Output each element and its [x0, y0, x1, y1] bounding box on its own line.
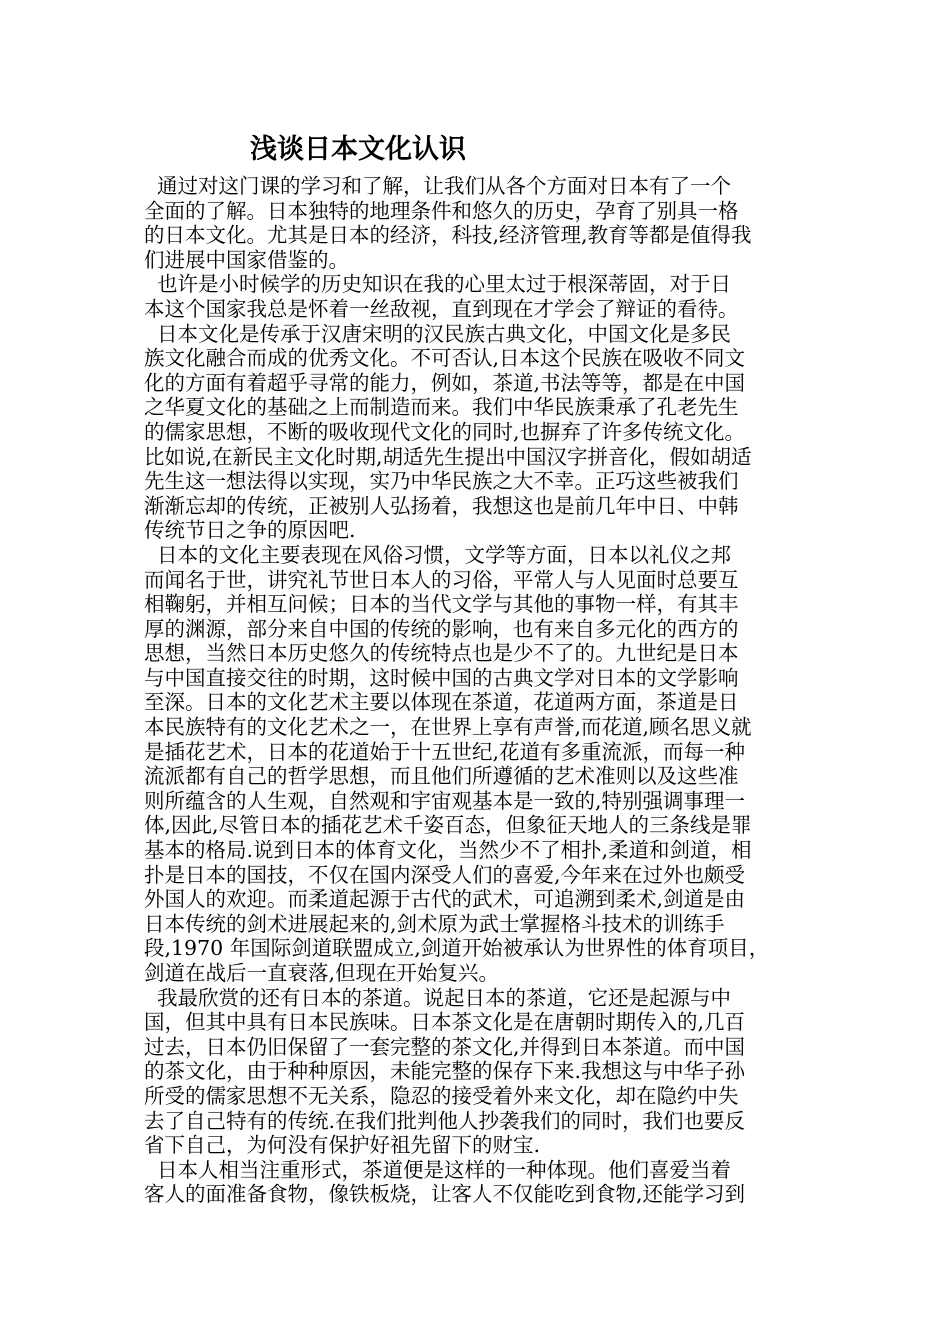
text-line: 体,因此,尽管日本的插花艺术千姿百态，但象征天地人的三条线是罪: [144, 813, 752, 838]
text-line: 化的方面有着超乎寻常的能力，例如，茶道,书法等等，都是在中国: [144, 370, 746, 395]
text-line: 厚的渊源，部分来自中国的传统的影响，也有来自多元化的西方的: [144, 616, 739, 641]
text-line: 段,1970 年国际剑道联盟成立,剑道开始被承认为世界性的体育项目，: [144, 936, 770, 961]
text-line: 本这个国家我总是怀着一丝敌视，直到现在才学会了辩证的看待。: [144, 296, 739, 321]
text-line: 先生这一想法得以实现，实乃中华民族之大不幸。正巧这些被我们: [144, 469, 739, 494]
text-line: 所受的儒家思想不无关系，隐忍的接受着外来文化，却在隐约中失: [144, 1083, 739, 1108]
document-title: 浅谈日本文化认识: [250, 134, 466, 165]
text-line: 客人的面准备食物，像铁板烧，让客人不仅能吃到食物,还能学习到: [144, 1182, 746, 1207]
text-line: 流派都有自己的哲学思想，而且他们所遵循的艺术准则以及这些准: [144, 764, 739, 789]
text-line: 日本的文化主要表现在风俗习惯，文学等方面，日本以礼仪之邦: [144, 542, 732, 567]
text-line: 的日本文化。尤其是日本的经济，科技,经济管理,教育等都是值得我: [144, 223, 752, 248]
text-line: 通过对这门课的学习和了解，让我们从各个方面对日本有了一个: [144, 174, 732, 198]
text-line: 全面的了解。日本独特的地理条件和悠久的历史，孕育了别具一格: [144, 198, 739, 223]
text-line: 至深。日本的文化艺术主要以体现在茶道，花道两方面，茶道是日: [144, 690, 739, 715]
document-body: [144, 174, 824, 1207]
text-line: 而闻名于世，讲究礼节世日本人的习俗，平常人与人见面时总要互: [144, 567, 739, 592]
text-line: 们进展中国家借鉴的。: [144, 247, 349, 272]
text-line: 基本的格局.说到日本的体育文化，当然少不了相扑,柔道和剑道，相: [144, 838, 752, 863]
text-line: 也许是小时候学的历史知识在我的心里太过于根深蒂固，对于日: [144, 272, 732, 297]
text-line: 的茶文化，由于种种原因，未能完整的保存下来.我想这与中华子孙: [144, 1059, 746, 1084]
text-line: 外国人的欢迎。而柔道起源于古代的武术，可追溯到柔术,剑道是由: [144, 887, 746, 912]
text-line: 本民族特有的文化艺术之一，在世界上享有声誉,而花道,顾名思义就: [144, 715, 752, 740]
text-line: 族文化融合而成的优秀文化。不可否认,日本这个民族在吸收不同文: [144, 346, 746, 371]
text-line: 则所蕴含的人生观，自然观和宇宙观基本是一致的,特别强调事理一: [144, 788, 746, 813]
text-line: 相鞠躬，并相互问候；日本的当代文学与其他的事物一样，有其丰: [144, 592, 739, 617]
text-line: 过去，日本仍旧保留了一套完整的茶文化,并得到日本茶道。而中国: [144, 1034, 746, 1059]
text-line: 国，但其中具有日本民族味。日本茶文化是在唐朝时期传入的,几百: [144, 1010, 746, 1035]
text-line: 的儒家思想，不断的吸收现代文化的同时,也摒弃了许多传统文化。: [144, 419, 746, 444]
text-line: 之华夏文化的基础之上而制造而来。我们中华民族秉承了孔老先生: [144, 395, 739, 420]
text-line: 传统节日之争的原因吧.: [144, 518, 356, 543]
text-line: 与中国直接交往的时期，这时候中国的古典文学对日本的文学影响: [144, 665, 739, 690]
text-line: 省下自己，为何没有保护好祖先留下的财宝.: [144, 1133, 541, 1158]
text-line: 剑道在战后一直衰落,但现在开始复兴。: [144, 961, 500, 985]
text-line: 我最欣赏的还有日本的茶道。说起日本的茶道，它还是起源与中: [144, 985, 732, 1010]
text-line: 扑是日本的国技，不仅在国内深受人们的喜爱,今年来在过外也颇受: [144, 862, 746, 887]
text-line: 日本人相当注重形式，茶道便是这样的一种体现。他们喜爱当着: [144, 1157, 732, 1182]
text-line: 是插花艺术，日本的花道始于十五世纪,花道有多重流派，而每一种: [144, 739, 746, 764]
text-line: 日本文化是传承于汉唐宋明的汉民族古典文化，中国文化是多民: [144, 321, 732, 346]
text-line: 渐渐忘却的传统，正被别人弘扬着，我想这也是前几年中日、中韩: [144, 493, 739, 518]
text-line: 思想，当然日本历史悠久的传统特点也是少不了的。九世纪是日本: [144, 641, 739, 666]
text-line: 去了自己特有的传统.在我们批判他人抄袭我们的同时，我们也要反: [144, 1108, 746, 1133]
text-line: 比如说,在新民主文化时期,胡适先生提出中国汉字拼音化，假如胡适: [144, 444, 752, 469]
text-line: 日本传统的剑术进展起来的,剑术原为武士掌握格斗技术的训练手: [144, 911, 725, 936]
